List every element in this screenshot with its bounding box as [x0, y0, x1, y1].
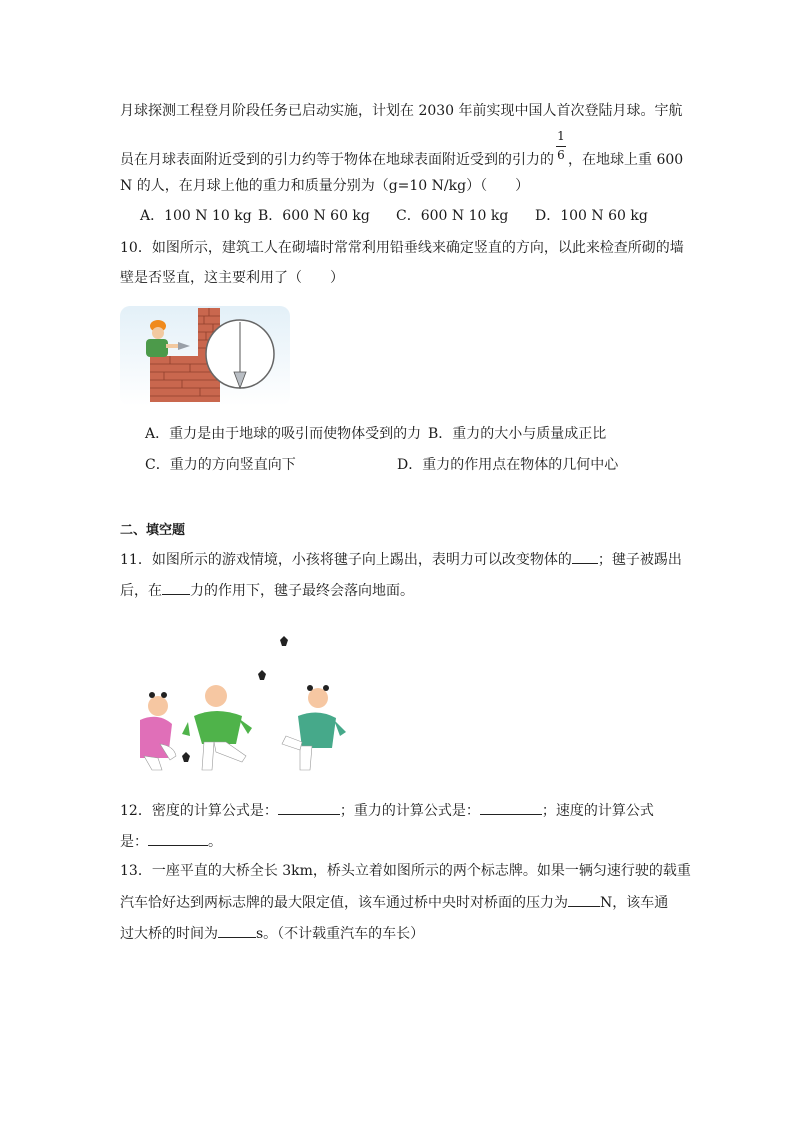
q9-option-c: C．600 N 10 kg	[396, 208, 509, 224]
q13-line2	[120, 892, 668, 913]
q11-line2	[120, 580, 414, 601]
q12-line1	[120, 800, 654, 821]
fraction-denominator: 6	[557, 148, 565, 162]
q10-option-a: A．重力是由于地球的吸引而使物体受到的力	[145, 426, 422, 442]
answer-blank[interactable]	[162, 580, 190, 595]
q9-option-a: A．100 N 10 kg	[140, 208, 252, 224]
density-formula-blank[interactable]	[278, 800, 340, 815]
child-green-left	[182, 685, 252, 770]
q13-line2-pre: 汽车恰好达到两标志牌的最大限定值，该车通过桥中央时对桥面的压力为	[120, 895, 568, 911]
q11-line2-pre: 后，在	[120, 583, 162, 599]
plumb-line-figure	[120, 306, 290, 406]
q9-line2-post: ，在地球上重 600	[568, 152, 684, 168]
q13-line3-post: s。（不计载重汽车的车长）	[256, 926, 425, 942]
q13-line1: 13．一座平直的大桥全长 3km，桥头立着如图所示的两个标志牌。如果一辆匀速行驶的载重	[120, 863, 691, 879]
q12-line2-b: 。	[208, 834, 222, 850]
q11-line1-pre: 11．如图所示的游戏情境，小孩将毽子向上踢出，表明力可以改变物体的	[120, 552, 572, 568]
q9-line1: 月球探测工程登月阶段任务已启动实施，计划在 2030 年前实现中国人首次登陆月球。宇航	[120, 103, 683, 119]
q13-line3	[120, 923, 424, 944]
q12-line1-a: 12．密度的计算公式是：	[120, 803, 278, 819]
shuttlecock-game-figure	[130, 632, 360, 777]
q9-option-b: B．600 N 60 kg	[258, 208, 370, 224]
magnifier	[206, 320, 274, 388]
speed-formula-blank[interactable]	[148, 831, 208, 846]
child-teal-right	[282, 685, 346, 770]
q12-line1-b: ；重力的计算公式是：	[339, 803, 480, 819]
q13-line2-post: N，该车通	[600, 895, 669, 911]
gravity-formula-blank[interactable]	[480, 800, 542, 815]
q12-line1-c: ；速度的计算公式	[541, 803, 654, 819]
q11-line1	[120, 549, 682, 570]
q10-line2: 壁是否竖直，这主要利用了（ ）	[120, 270, 344, 286]
q9-line3: N 的人，在月球上他的重力和质量分别为（g=10 N/kg）（ ）	[120, 178, 530, 194]
q10-option-b: B．重力的大小与质量成正比	[428, 426, 607, 442]
section-title: 二、填空题	[120, 523, 186, 538]
q11-line2-post: 力的作用下，毽子最终会落向地面。	[190, 583, 414, 599]
q9-line2-pre: 员在月球表面附近受到的引力约等于物体在地球表面附近受到的引力的	[120, 152, 554, 168]
time-answer-blank[interactable]	[218, 923, 256, 938]
q12-line2-a: 是：	[120, 834, 148, 850]
q10-line1: 10．如图所示，建筑工人在砌墙时常常利用铅垂线来确定竖直的方向，以此来检查所砌的墙	[120, 240, 684, 256]
fraction-bar	[556, 146, 566, 147]
answer-blank[interactable]	[572, 549, 598, 564]
q10-option-d: D．重力的作用点在物体的几何中心	[397, 457, 619, 473]
q12-line2	[120, 831, 222, 852]
q10-option-c: C．重力的方向竖直向下	[145, 457, 296, 473]
pressure-answer-blank[interactable]	[568, 892, 600, 907]
q11-line1-post: ；毽子被踢出	[597, 552, 682, 568]
q13-line3-pre: 过大桥的时间为	[120, 926, 218, 942]
q9-option-d: D．100 N 60 kg	[535, 208, 648, 224]
fraction-numerator: 1	[557, 129, 565, 143]
child-pink	[140, 692, 176, 770]
